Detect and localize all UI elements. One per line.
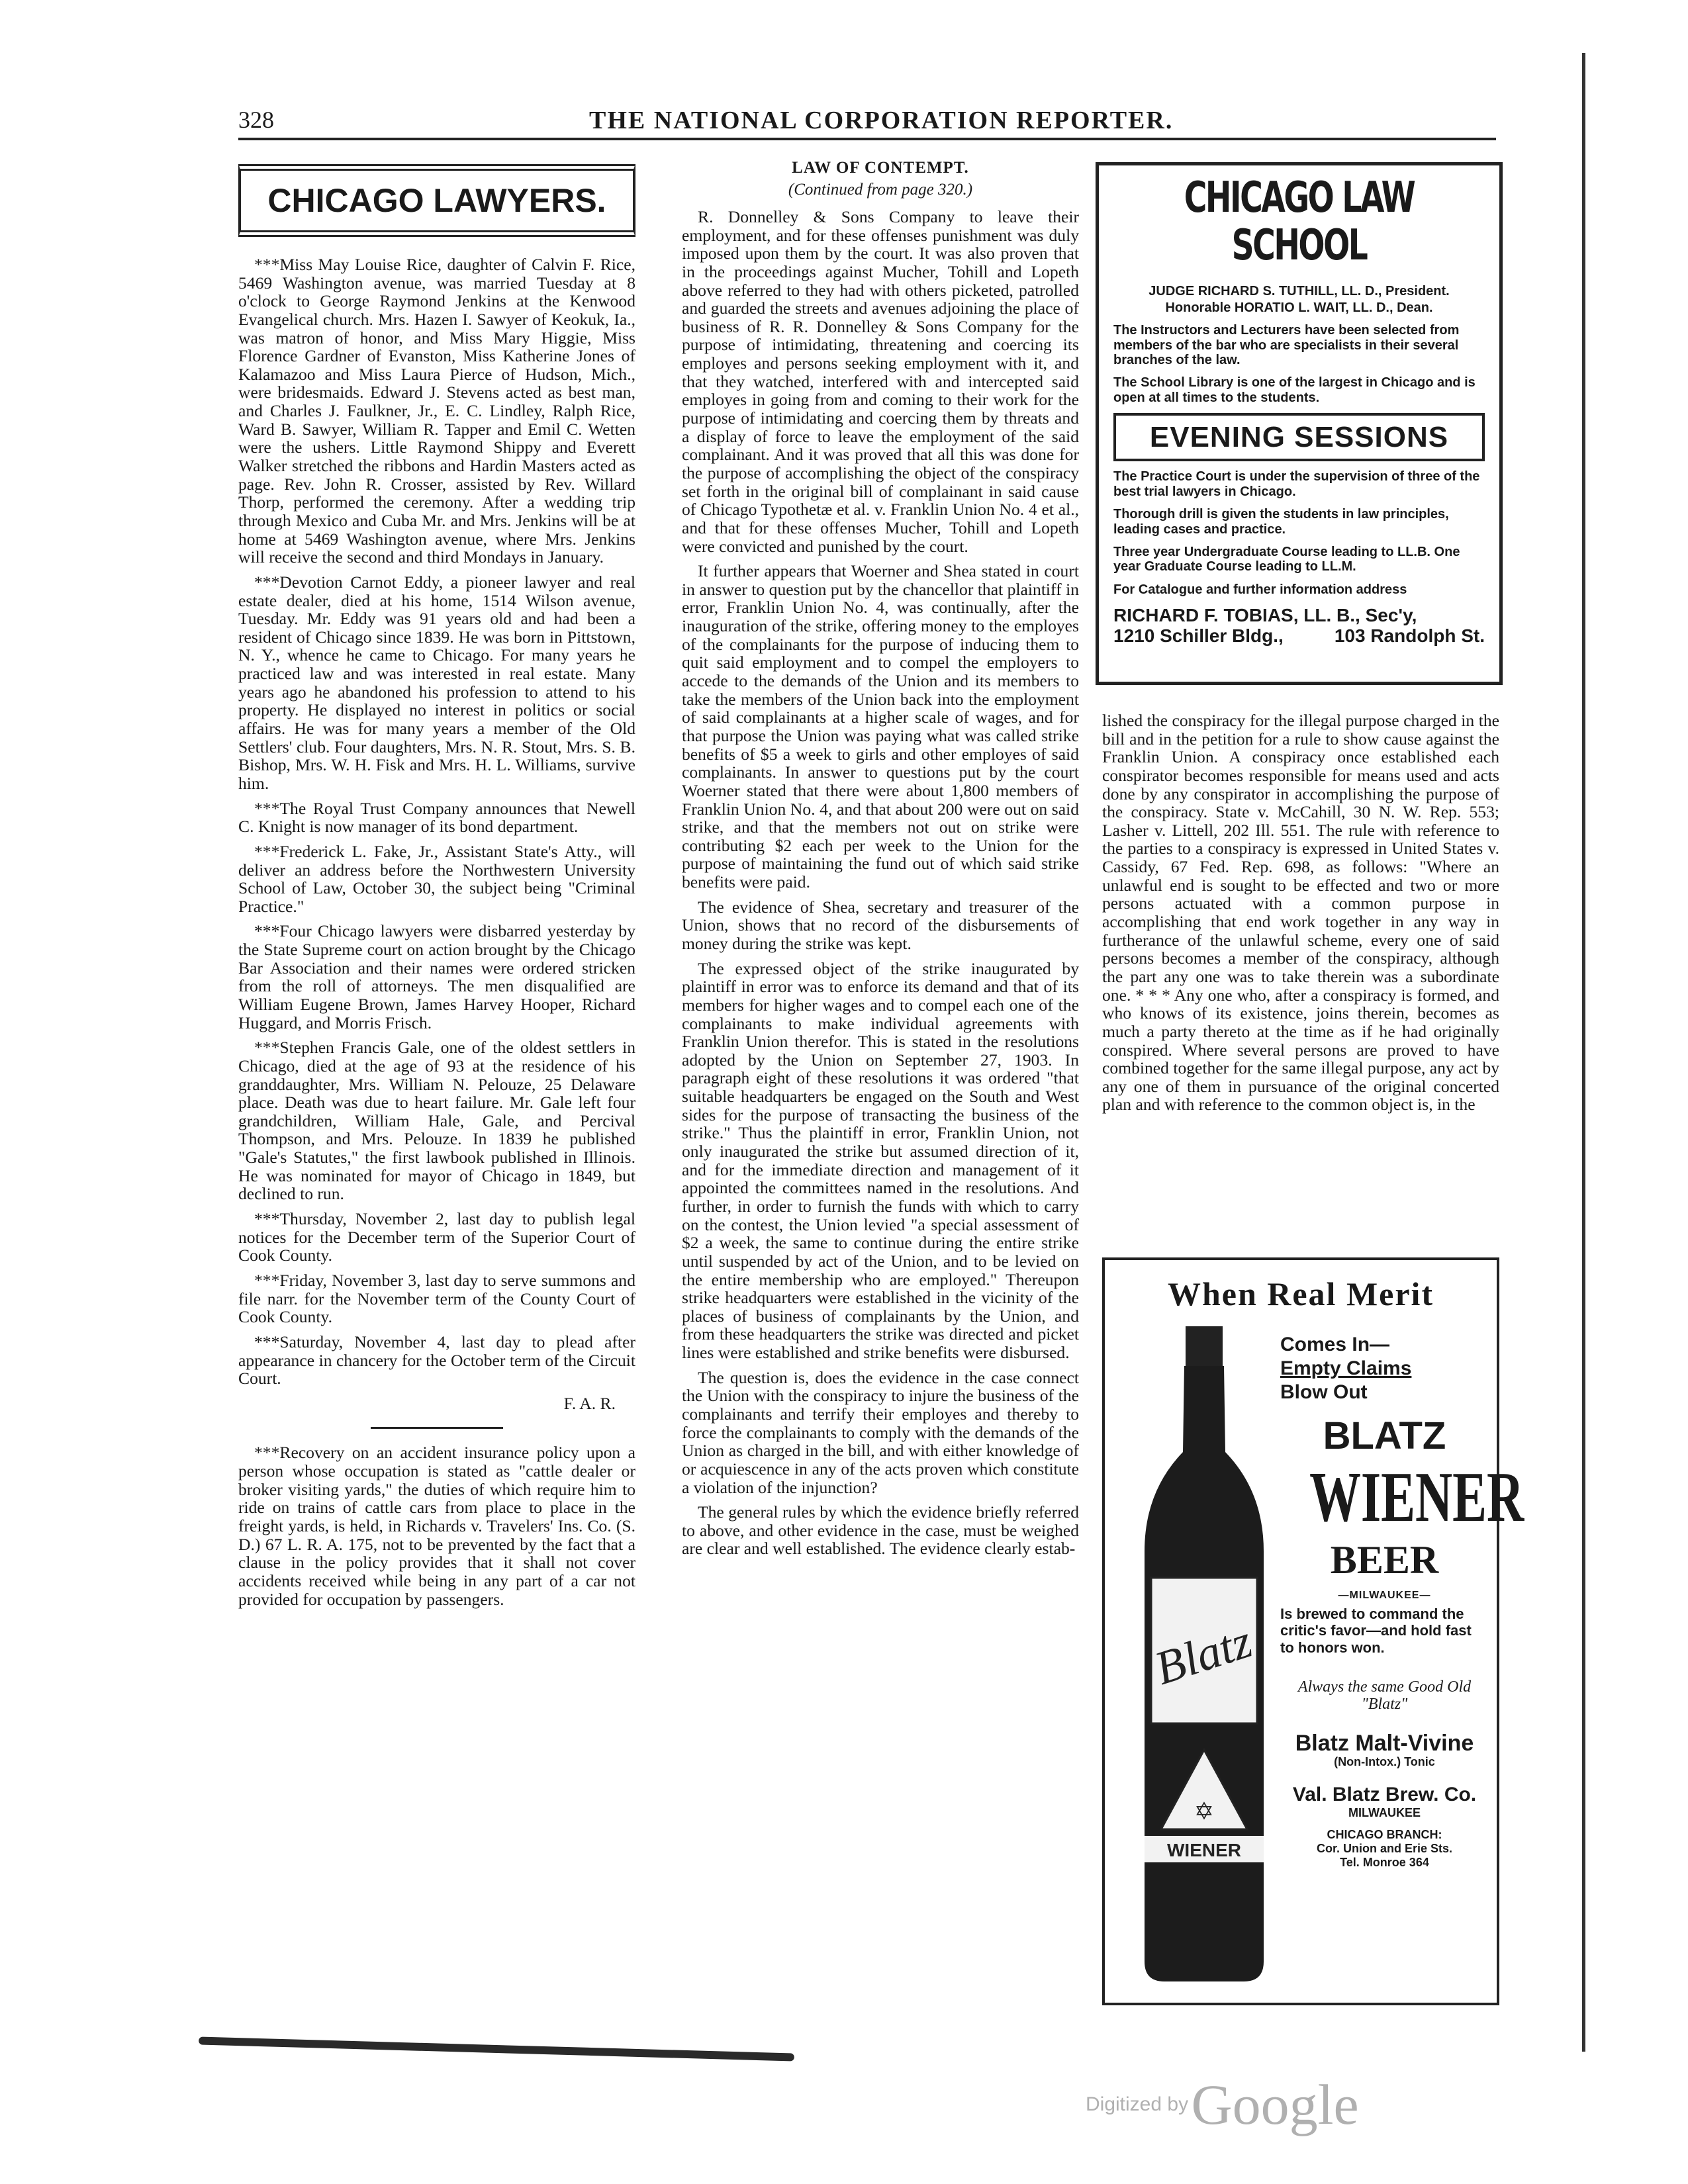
brewer-name: Val. Blatz Brew. Co.	[1292, 1784, 1477, 1806]
tagline-line	[1280, 1357, 1489, 1381]
digitized-by-text: Digitized by	[1086, 2093, 1189, 2115]
beer-ad	[1102, 1257, 1524, 2005]
news-item: ***Devotion Carnot Eddy, a pioneer lawyer and real estate dealer, died at his home, 1514 Wilson avenue, Tuesday. Mr. Eddy was 91 years old and had been a resident of Chicago since 1839. He was born in Pittstown, N. Y., whence he came to Chicago. For many years he practiced law and was interested in real estate. Many years ago he abandoned his profession to attend to his property. He displayed no interest in politics or social affairs. He was for many years a member of the Old Settlers' club. Four daughters, Mrs. N. R. Stout, Mrs. S. B. Bishop, Mrs. W. H. Fisk and Mrs. H. L. Williams, survive him.	[238, 572, 635, 793]
evening-sessions-banner: EVENING SESSIONS	[1113, 413, 1485, 461]
bottle-band-text: WIENER	[1167, 1840, 1241, 1860]
second-product: Blatz Malt-Vivine	[1295, 1730, 1474, 1756]
signature: F. A. R.	[563, 1393, 616, 1413]
news-item: ***Saturday, November 4, last day to plead after appearance in chancery for the October term of the Circuit Court.	[238, 1332, 635, 1388]
page-header	[238, 106, 1496, 140]
ad-line: Thorough drill is given the students in law principles, leading cases and practice.	[1113, 507, 1449, 537]
brand-name: BLATZ	[1323, 1414, 1446, 1457]
ad-line: The School Library is one of the largest in Chicago and is open at all times to the students.	[1113, 375, 1476, 405]
ad-line: For Catalogue and further information address	[1113, 582, 1407, 597]
news-item: ***Thursday, November 2, last day to publish legal notices for the December term of the Superior Court of Cook County.	[238, 1209, 635, 1265]
address-right: 103 Randolph St.	[1334, 625, 1485, 647]
product-name: WIENER	[1309, 1458, 1524, 1537]
origin-city: —MILWAUKEE—	[1338, 1590, 1431, 1601]
branch-label: CHICAGO BRANCH:	[1327, 1828, 1442, 1842]
page-number: 328	[238, 107, 274, 133]
ad-line: The Instructors and Lecturers have been selected from members of the bar who are specialists in their several branches of the law.	[1113, 323, 1460, 367]
article-paragraph: The question is, does the evidence in the case connect the Union with the conspiracy to injure the business of the complainants and terrify their employes and thereby to force the complainants to comply with the demands of the Union as charged in the bill, and with either knowledge of or acquiescence in any of the acts proven which constitute a violation of the injunction?	[682, 1367, 1079, 1497]
ad-headline: When Real Merit	[1167, 1275, 1434, 1312]
tagline-line: Blow Out	[1280, 1381, 1368, 1403]
running-title: THE NATIONAL CORPORATION REPORTER.	[589, 107, 1174, 134]
news-item: ***Friday, November 3, last day to serve summons and file narr. for the November term of the County Court of Cook County.	[238, 1270, 635, 1327]
ad-line: Three year Undergraduate Course leading to LL.B. One year Graduate Course leading to LL.M.	[1113, 544, 1460, 574]
news-item: ***Four Chicago lawyers were disbarred yesterday by the State Supreme court on action brought by the Chicago Bar Association and their names were ordered stricken from the roll of attorneys. The men disqualified are William Eugene Brown, James Harvey Hooper, Richard Huggard, and Morris Frisch.	[238, 921, 635, 1032]
news-item: ***Stephen Francis Gale, one of the oldest settlers in Chicago, died at the age of 93 at the residence of his granddaughter, Mrs. William N. Pelouze, 25 Delaware place. Death was due to heart failure. Mr. Gale left four grandchildren, William Hale, Gale, and Percival Thompson, and Mrs. Pelouze. In 1839 he published "Gale's Statutes," the first lawbook published in Illinois. He was nominated for mayor of Chicago in 1849, but declined to run.	[238, 1038, 635, 1204]
news-item: ***The Royal Trust Company announces that Newell C. Knight is now manager of its bond department.	[238, 798, 635, 837]
divider-rule	[371, 1427, 503, 1429]
article-paragraph: The general rules by which the evidence briefly referred to above, and other evidence in the case, must be weighed are clear and well established. The evidence clearly estab-	[682, 1502, 1079, 1559]
news-item: ***Frederick L. Fake, Jr., Assistant State's Atty., will deliver an address before the Northwestern University School of Law, October 30, the subject being "Criminal Practice."	[238, 841, 635, 916]
article-heading: LAW OF CONTEMPT.	[792, 159, 969, 177]
school-president: JUDGE RICHARD S. TUTHILL, LL. D., President.	[1149, 284, 1450, 299]
article-paragraph: The evidence of Shea, secretary and treasurer of the Union, shows that no record of the disbursements of money during the strike was kept.	[682, 897, 1079, 953]
news-item: ***Miss May Louise Rice, daughter of Calvin F. Rice, 5469 Washington avenue, was married Tuesday at 8 o'clock to George Raymond Jenkins at the Kenwood Evangelical church. Mrs. Hazen I. Sawyer of Keokuk, Ia., was matron of honor, and Miss Mary Higgie, Miss Florence Gardner of Evanston, Miss Katherine Jones of Kalamazoo and Miss Laura Pierce of Hudson, Mich., were bridesmaids. Edward J. Stevens acted as best man, and Charles J. Faulkner, Jr., E. C. Lindley, Ralph Rice, Ward B. Sawyer, William R. Tapper and Emil C. Wetten were the ushers. Little Raymond Shippy and Everett Walker stretched the ribbons and Hardin Masters acted as page. Rev. John R. Crosser, assisted by Rev. Willard Thorp, performed the ceremony. After a wedding trip through Mexico and Cuba Mr. and Mrs. Jenkins will be at home at 5469 Washington avenue, where Mrs. Jenkins will receive the second and third Mondays in January.	[238, 255, 635, 567]
ad-pitch: Is brewed to command the critic's favor—and hold fast to honors won.	[1280, 1606, 1472, 1656]
product-type: BEER	[1330, 1538, 1439, 1582]
school-dean: Honorable HORATIO L. WAIT, LL. D., Dean.	[1165, 300, 1433, 315]
address-left: 1210 Schiller Bldg.,	[1113, 625, 1284, 647]
contact-name: RICHARD F. TOBIAS, LL. B., Sec'y,	[1113, 605, 1417, 626]
section-title: CHICAGO LAWYERS.	[238, 164, 635, 237]
news-item: ***Recovery on an accident insurance policy upon a person whose occupation is stated as "cattle dealer or broker visiting yards," the duties of which require him to ride on trains of cattle cars from place to place in the freight yards, is held, in Richards v. Travelers' Ins. Co. (S. D.) 67 L. R. A. 175, not to be prevented by the fact that a clause in the policy provides that it shall not cover accidents received while being in any part of a car not provided for occupation by passengers.	[238, 1443, 635, 1609]
brewer-city: MILWAUKEE	[1348, 1806, 1421, 1820]
beer-ad-copy	[1280, 1333, 1524, 1870]
ad-tagline	[1280, 1333, 1489, 1404]
right-column	[1102, 711, 1499, 1120]
article-paragraph: The expressed object of the strike inaugurated by plaintiff in error was to enforce its demand and that of its members for higher wages and to compel each one of the complainants to make individual agreements with Franklin Union therefor. This is stated in the resolutions adopted by the Union on September 27, 1903. In paragraph eight of these resolutions it was ordered "that suitable headquarters be engaged on the South and West sides for the purpose of transacting the business of the strike." Thus the plaintiff in error, Franklin Union, not only inaugurated the strike but assumed direction of it, and for the immediate direction and management of it appointed the committees named in the resolutions. And further, in order to furnish the funds with which to carry on the contest, the Union levied "a special assessment of $2 a week, the same to continue during the entire strike until suspended by act of the Union, and to be levied on the entire membership who are employed." Thereupon strike headquarters were established in the vicinity of the places of business of complainants by the Union, and from these headquarters the strike was directed and picket lines were established and strike benefits were disbursed.	[682, 958, 1079, 1363]
page-edge-line	[1582, 53, 1585, 2052]
tagline-underlined: Empty Claims	[1280, 1357, 1412, 1379]
article-paragraph: It further appears that Woerner and Shea stated in court in answer to question put by the chancellor that plaintiff in error, Franklin Union No. 4, was continually, after the inauguration of the strike, offering money to the employes of the complainants for the purpose of inducing them to quit said employment and to compel the employers to accede to the demands of the Union and its members to take the members of the Union back into the employment of said complainants at a higher scale of wages, and for that purpose the Union was paying what was called strike benefits of $5 a week to girls and other employes of said complainants. In answer to questions put by the court Woerner stated that there were about 1,800 members of Franklin Union No. 4, and that about 200 were out on said strike, and that the members not out on strike were contributing $2 each per week to the Union for the purpose of maintaining the fund out of which said strike benefits were paid.	[682, 561, 1079, 892]
article-paragraph: lished the conspiracy for the illegal purpose charged in the bill and in the petition for a rule to show cause against the Franklin Union. A conspiracy once established each conspirator becomes responsible for means used and acts done by any conspirator in accomplishing the purpose of the conspiracy. State v. McCahill, 30 N. W. Rep. 553; Lasher v. Littell, 202 Ill. 551. The rule with reference to the parties to a conspiracy is expressed in United States v. Cassidy, 67 Fed. Rep. 698, as follows: "Where an unlawful end is sought to be effected and two or more persons actuated with a common purpose in accomplishing that end work together in any way in furtherance of the unlawful scheme, every one of said persons becomes a member of the conspiracy, although the part any one was to take therein was a subordinate one. * * * Any one who, after a conspiracy is formed, and who knows of its existence, joins therein, becomes as much a party thereto at the time as if he had originally conspired. Where several persons are proved to have combined together for the same illegal purpose, any act by any one of them in pursuance of the original concerted plan and with reference to the common object is, in the	[1102, 711, 1499, 1115]
svg-text:✡: ✡	[1194, 1798, 1215, 1825]
scan-smear	[199, 2036, 794, 2061]
digitized-watermark	[1086, 2071, 1359, 2138]
beer-bottle-image	[1138, 1326, 1270, 1988]
school-name: CHICAGO LAW SCHOOL	[1184, 173, 1415, 270]
branch-address: Cor. Union and Erie Sts.	[1316, 1842, 1453, 1856]
product-note: (Non-Intox.) Tonic	[1334, 1755, 1435, 1769]
branch-phone: Tel. Monroe 364	[1340, 1856, 1429, 1870]
ad-line: The Practice Court is under the supervision of three of the best trial lawyers in Chicago.	[1113, 469, 1480, 499]
law-school-ad	[1096, 162, 1503, 685]
ad-slogan: Always the same Good Old "Blatz"	[1297, 1678, 1472, 1713]
continued-note: (Continued from page 320.)	[788, 181, 973, 199]
bottle-label-script: Blatz	[1149, 1614, 1258, 1696]
article-paragraph: R. Donnelley & Sons Company to leave their employment, and for these offenses punishment was duly imposed upon them by the court. It was also proven that in the proceedings against Mucher, Tohill and Lopeth above referred to they had with others picketed, patrolled and guarded the streets and avenues adjoining the place of business of R. R. Donnelley & Sons Company for the purpose of intimidating, threatening and coercing its employes and persons seeking employment with it, and that they watched, interfered with and intercepted said employes in going from and coming to their work for the purpose of intimidating and coercing them by threats and a display of force to leave the employment of the said complainant. And it was proved that all this was done for the purpose of accomplishing the object of the conspiracy set forth in the original bill of complainant in said cause of Chicago Typothetæ et al. v. Franklin Union No. 4 et al., and that for these offenses Mucher, Tohill and Lopeth were convicted and punished by the court.	[682, 207, 1079, 556]
contact-address	[1113, 625, 1485, 646]
google-logo: Google	[1191, 2073, 1359, 2136]
left-column	[238, 159, 635, 1615]
middle-column	[682, 159, 1079, 1565]
tagline-line: Comes In—	[1280, 1334, 1390, 1355]
